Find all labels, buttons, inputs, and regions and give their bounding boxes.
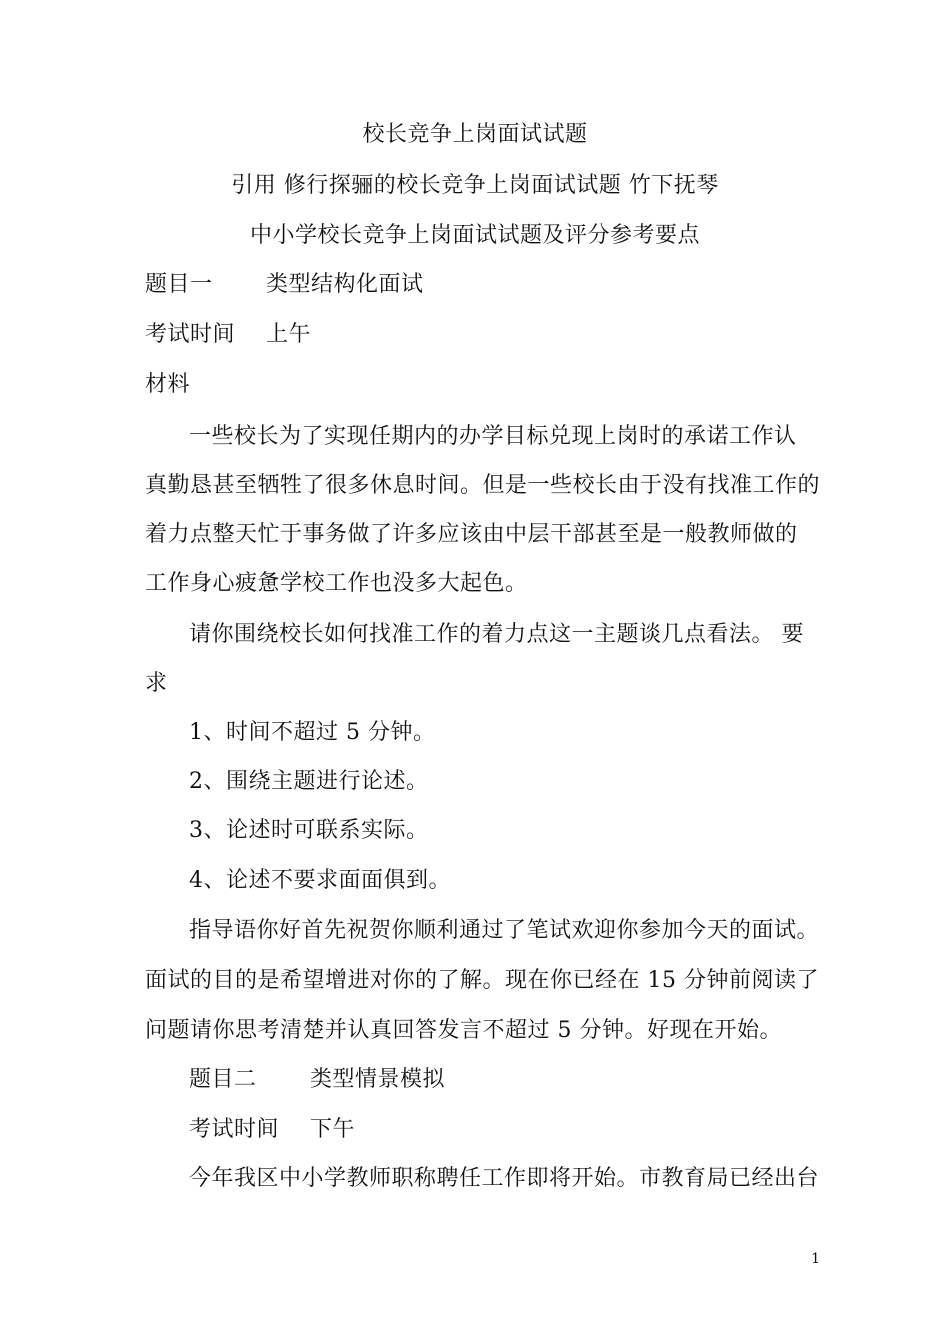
paragraph-line: 着力点整天忙于事务做了许多应该由中层干部甚至是一般教师做的 bbox=[145, 522, 798, 547]
question-two-time-value: 下午 bbox=[310, 1117, 356, 1142]
document-subtitle: 中小学校长竞争上岗面试试题及评分参考要点 bbox=[249, 223, 700, 248]
question-two-time-label: 考试时间 bbox=[189, 1117, 280, 1142]
question-one-header bbox=[145, 270, 424, 300]
paragraph-line: 求 bbox=[145, 671, 168, 696]
paragraph-line: 真勤恳甚至牺牲了很多休息时间。但是一些校长由于没有找准工作的 bbox=[145, 473, 821, 498]
question-one-type: 类型结构化面试 bbox=[266, 272, 424, 297]
material-label: 材料 bbox=[145, 372, 191, 397]
guide-line: 指导语你好首先祝贺你顺利通过了笔试欢迎你参加今天的面试。 bbox=[189, 918, 820, 943]
paragraph-line: 今年我区中小学教师职称聘任工作即将开始。市教育局已经出台 bbox=[189, 1166, 820, 1191]
paragraph-line: 工作身心疲惫学校工作也没多大起色。 bbox=[145, 571, 528, 596]
requirement-item: 1、时间不超过 5 分钟。 bbox=[189, 720, 436, 745]
question-two-time bbox=[189, 1115, 355, 1145]
question-one-label: 题目一 bbox=[145, 272, 213, 297]
citation-line: 引用 修行探骊的校长竞争上岗面试试题 竹下抚琴 bbox=[231, 173, 719, 198]
question-one-time bbox=[145, 320, 311, 350]
document-title: 校长竞争上岗面试试题 bbox=[362, 122, 588, 147]
question-two-label: 题目二 bbox=[189, 1067, 257, 1092]
guide-line: 问题请你思考清楚并认真回答发言不超过 5 分钟。好现在开始。 bbox=[145, 1018, 782, 1043]
paragraph-line: 请你围绕校长如何找准工作的着力点这一主题谈几点看法。 要 bbox=[189, 622, 804, 647]
question-two-type: 类型情景模拟 bbox=[310, 1067, 446, 1092]
requirement-item: 4、论述不要求面面俱到。 bbox=[189, 868, 451, 893]
page-number: 1 bbox=[811, 1251, 820, 1267]
question-one-time-value: 上午 bbox=[266, 322, 312, 347]
requirement-item: 2、围绕主题进行论述。 bbox=[189, 769, 429, 794]
guide-line: 面试的目的是希望增进对你的了解。现在你已经在 15 分钟前阅读了 bbox=[145, 968, 819, 993]
paragraph-line: 一些校长为了实现任期内的办学目标兑现上岗时的承诺工作认 bbox=[189, 424, 797, 449]
question-two-header bbox=[189, 1065, 445, 1095]
question-one-time-label: 考试时间 bbox=[145, 322, 236, 347]
requirement-item: 3、论述时可联系实际。 bbox=[189, 818, 429, 843]
